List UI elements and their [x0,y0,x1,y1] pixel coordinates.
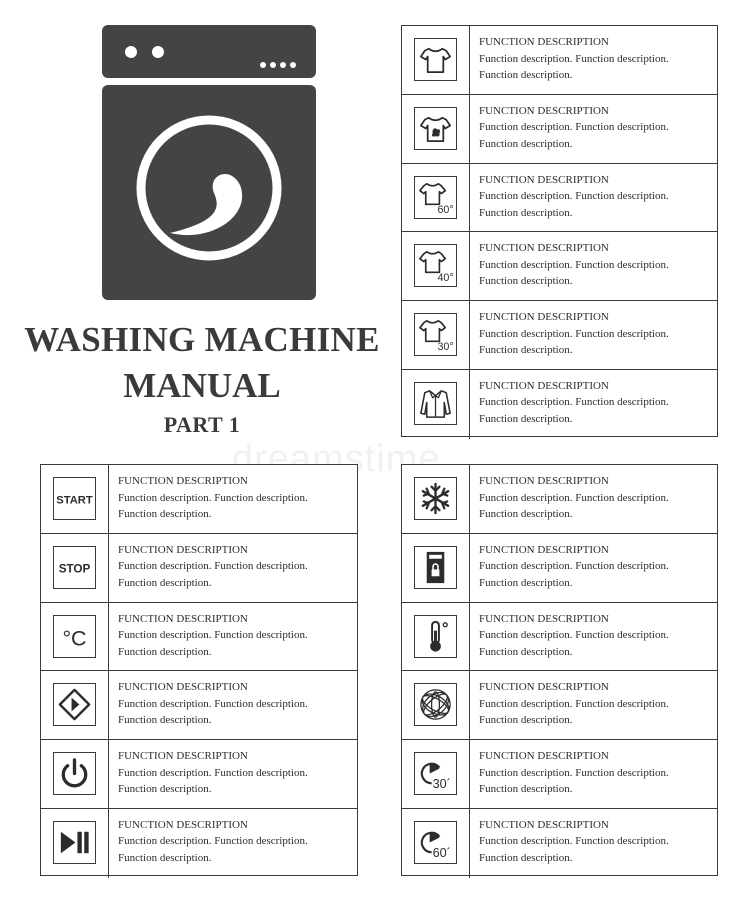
table-row [41,603,357,672]
table-row [402,534,717,603]
row-description: Function description. Function description. [118,629,308,642]
function-table-bottom-right [401,464,718,876]
manual-part: PART 1 [163,412,241,437]
row-description: Function description. Function description. [479,491,669,504]
row-heading: FUNCTION DESCRIPTION [479,612,609,625]
row-description: Function description. Function description. [118,766,308,779]
tshirt-30-icon [414,313,457,356]
stained-tshirt-icon [414,107,457,150]
function-table-bottom-left [40,464,358,876]
stop-icon [53,546,96,589]
row-description: Function description. [479,137,573,150]
row-heading: FUNCTION DESCRIPTION [118,543,248,556]
row-description: Function description. [118,508,212,520]
table-row [402,26,717,95]
svg-text:40°: 40° [437,272,454,285]
row-heading: FUNCTION DESCRIPTION [118,475,248,487]
row-heading: FUNCTION DESCRIPTION [118,681,248,694]
row-heading: FUNCTION DESCRIPTION [479,475,609,487]
svg-text:STOP: STOP [58,562,91,576]
svg-text:60°: 60° [437,203,454,216]
row-description: Function description. [118,576,212,589]
row-description: Function description. Function description. [479,835,669,848]
washing-machine-icon [102,25,316,300]
row-heading: FUNCTION DESCRIPTION [479,750,609,763]
function-table-top-right [401,25,718,437]
svg-text:°C: °C [62,625,87,650]
table-row [41,671,357,740]
row-heading: FUNCTION DESCRIPTION [479,36,609,48]
row-description: Function description. Function description. [479,258,669,271]
row-description: Function description. [479,645,573,658]
row-heading: FUNCTION DESCRIPTION [479,173,609,186]
row-description: Function description. [118,645,212,658]
table-row [41,534,357,603]
table-row [402,809,717,878]
row-description: Function description. Function description. [479,190,669,203]
row-heading: FUNCTION DESCRIPTION [479,311,609,324]
row-description: Function description. Function description. [479,396,669,409]
row-description: Function description. Function description. [118,697,308,710]
svg-text:30°: 30° [437,341,454,354]
row-description: Function description. Function description. [479,121,669,134]
row-description: Function description. [479,412,573,425]
play-pause-icon [53,821,96,864]
row-description: Function description. [479,69,573,81]
row-description: Function description. [479,344,573,357]
row-heading: FUNCTION DESCRIPTION [479,681,609,694]
table-row [402,740,717,809]
table-row [402,370,717,439]
table-row [402,603,717,672]
row-description: Function description. [479,206,573,219]
table-row [402,232,717,301]
watermark: dreamstime [232,438,441,480]
row-heading: FUNCTION DESCRIPTION [479,543,609,556]
row-description: Function description. [118,783,212,796]
snowflake-icon [414,477,457,520]
table-row [402,465,717,534]
timer-60-icon [414,821,457,864]
celsius-icon [53,615,96,658]
tshirt-icon [414,38,457,81]
svg-text:START: START [56,494,93,507]
row-heading: FUNCTION DESCRIPTION [479,104,609,117]
row-description: Function description. Function description. [118,560,308,573]
row-description: Function description. [118,714,212,727]
start-icon [53,477,96,520]
row-description: Function description. Function description. [479,52,669,65]
row-heading: FUNCTION DESCRIPTION [118,818,248,831]
table-row [402,164,717,233]
row-description: Function description. [479,714,573,727]
thermometer-icon [414,615,457,658]
tshirt-40-icon [414,244,457,287]
table-row [402,95,717,164]
row-description: Function description. Function description. [479,766,669,779]
row-heading: FUNCTION DESCRIPTION [479,818,609,831]
row-description: Function description. [479,576,573,589]
row-description: Function description. Function description. [479,327,669,340]
row-description: Function description. Function description. [479,629,669,642]
table-row [41,465,357,534]
table-row [41,809,357,878]
row-description: Function description. Function description. [479,560,669,573]
row-heading: FUNCTION DESCRIPTION [479,379,609,392]
row-description: Function description. [479,851,573,864]
manual-title: WASHING MACHINE [24,320,380,359]
row-description: Function description. [118,851,212,864]
row-description: Function description. [479,783,573,796]
table-row [41,740,357,809]
svg-text:30´: 30´ [432,777,451,792]
table-row [402,301,717,370]
row-heading: FUNCTION DESCRIPTION [118,612,248,625]
row-heading: FUNCTION DESCRIPTION [479,242,609,255]
row-description: Function description. Function description. [118,835,308,848]
row-description: Function description. Function description. [118,491,308,504]
row-description: Function description. [479,508,573,520]
shirt-icon [414,382,457,425]
row-description: Function description. [479,275,573,288]
tshirt-60-icon [414,176,457,219]
row-heading: FUNCTION DESCRIPTION [118,750,248,763]
table-row [402,671,717,740]
manual-subtitle: MANUAL [123,366,281,405]
wool-icon [414,683,457,726]
svg-text:60´: 60´ [432,846,451,861]
timer-30-icon [414,752,457,795]
door-lock-icon [414,546,457,589]
power-icon [53,752,96,795]
row-description: Function description. Function description. [479,697,669,710]
diamond-start-icon [53,683,96,726]
